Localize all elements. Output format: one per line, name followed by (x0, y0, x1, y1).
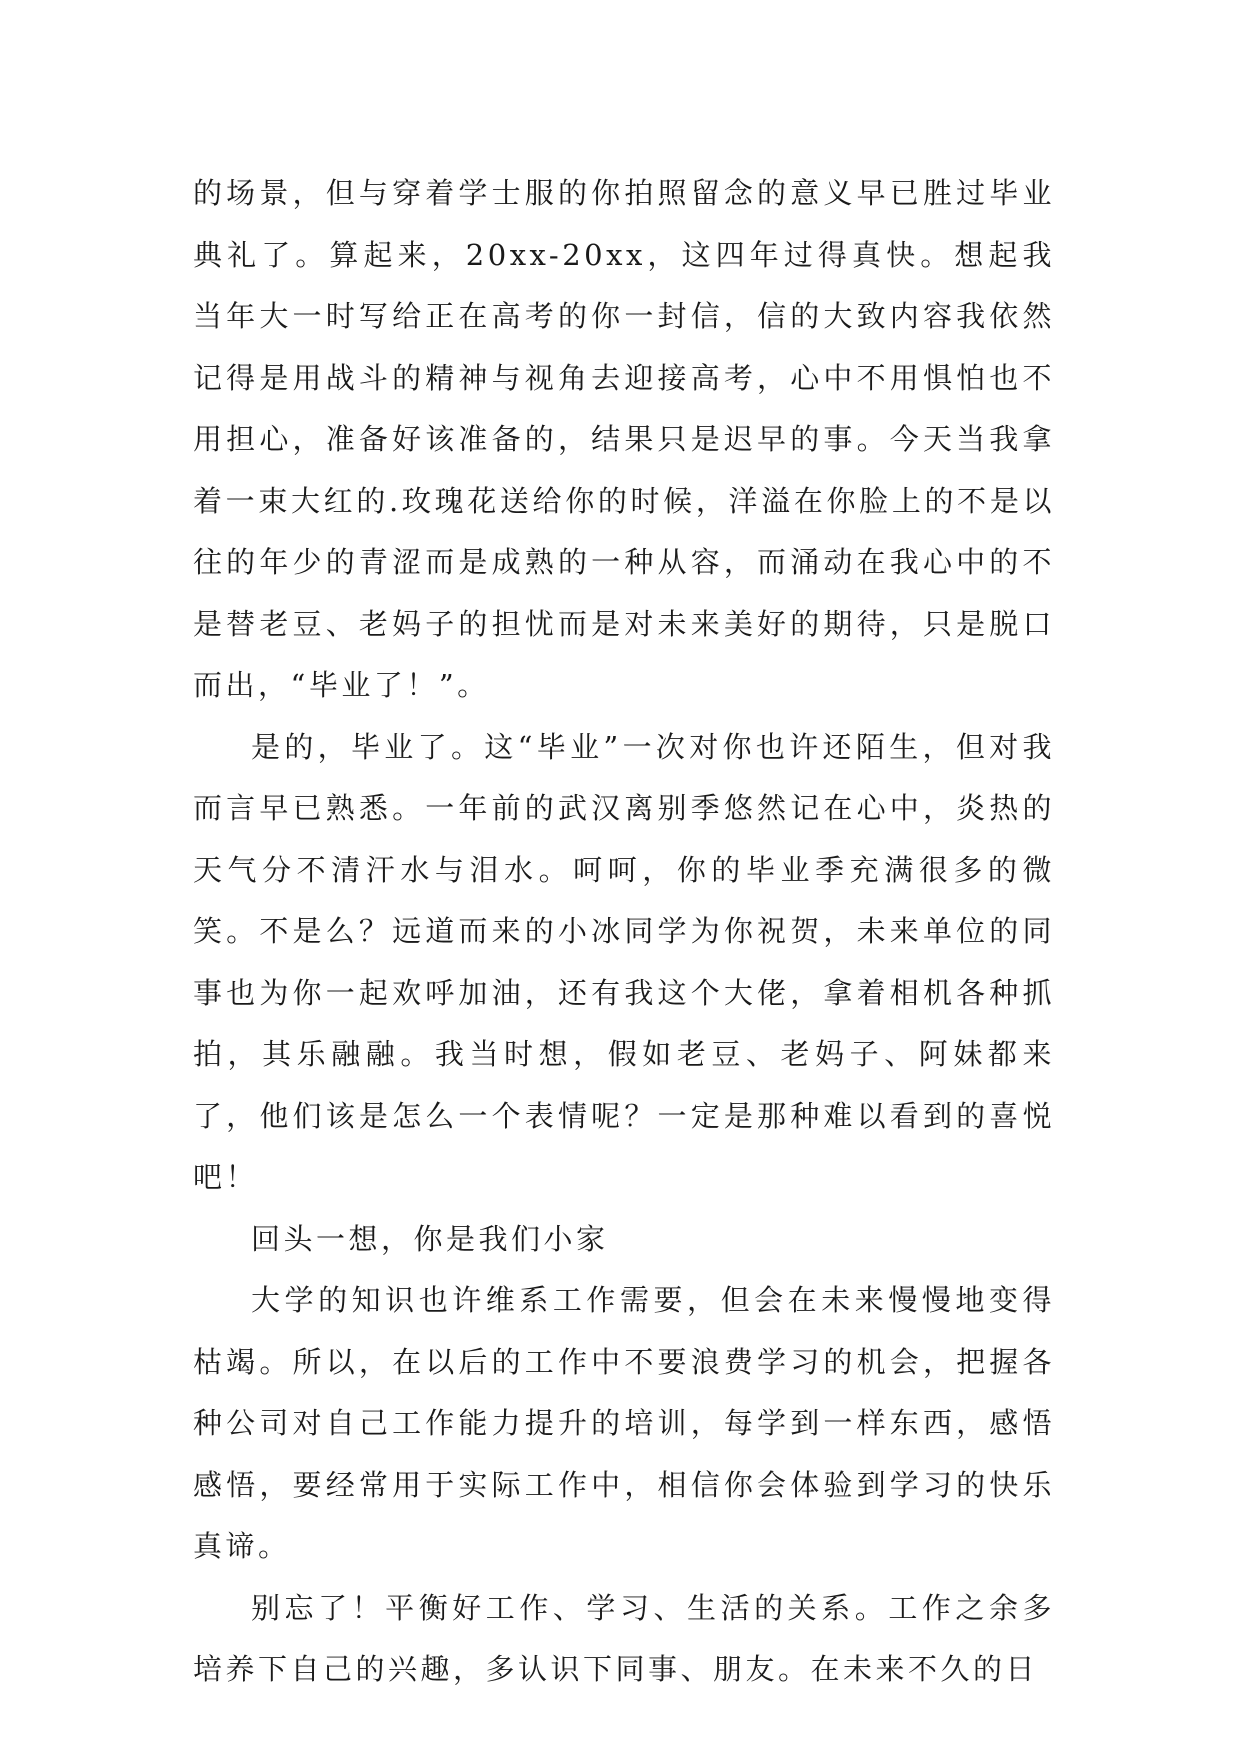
paragraph-3: 回头一想，你是我们小家 (251, 1221, 609, 1256)
paragraph-4: 大学的知识也许维系工作需要，但会在未来慢慢地变得枯竭。所以，在以后的工作中不要浪费学习的机会，把握各种公司对自己工作能力提升的培训，每学到一样东西，感悟感悟，要经常用于实际工作中，相信你会体验到学习的快乐真谛。 (193, 1283, 1055, 1563)
paragraph-2: 是的，毕业了。这“毕业”一次对你也许还陌生，但对我而言早已熟悉。一年前的武汉离别季悠然记在心中，炎热的天气分不清汗水与泪水。呵呵，你的毕业季充满很多的微笑。不是么？远道而来的小冰同学为你祝贺，未来单位的同事也为你一起欢呼加油，还有我这个大佬，拿着相机各种抓拍，其乐融融。我当时想，假如老豆、老妈子、阿妹都来了，他们该是怎么一个表情呢？一定是那种难以看到的喜悦吧！ (193, 729, 1055, 1194)
paragraph-1: 的场景，但与穿着学士服的你拍照留念的意义早已胜过毕业典礼了。算起来，20xx-20xx，这四年过得真快。想起我当年大一时写给正在高考的你一封信，信的大致内容我依然记得是用战斗的精神与视角去迎接高考，心中不用惧怕也不用担心，准备好该准备的，结果只是迟早的事。今天当我拿着一束大红的.玫瑰花送给你的时候，洋溢在你脸上的不是以往的年少的青涩而是成熟的一种从容，而涌动在我心中的不是替老豆、老妈子的担忧而是对未来美好的期待，只是脱口而出，“毕业了！”。 (193, 176, 1055, 702)
document-body (193, 163, 1055, 1701)
paragraph-5: 别忘了！平衡好工作、学习、生活的关系。工作之余多培养下自己的兴趣，多认识下同事、朋友。在未来不久的日 (193, 1590, 1055, 1686)
